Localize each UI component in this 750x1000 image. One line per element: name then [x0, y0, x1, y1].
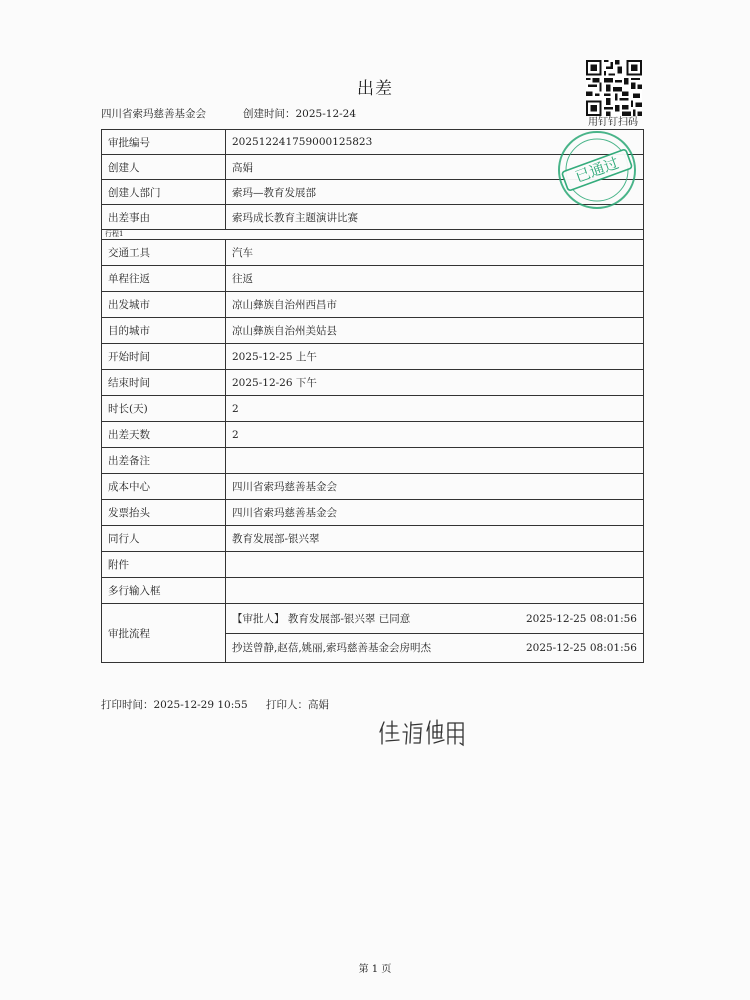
table-row — [102, 396, 644, 422]
table-row — [102, 526, 644, 552]
row-label: 审批编号 — [102, 130, 226, 155]
row-label: 结束时间 — [102, 370, 226, 396]
table-row — [102, 422, 644, 448]
qr-code-icon — [586, 60, 642, 116]
row-value: 2025-12-25 上午 — [226, 344, 644, 370]
approval-step — [226, 605, 643, 633]
row-value: 2 — [226, 422, 644, 448]
row-label: 出差事由 — [102, 205, 226, 230]
row-value: 2025-12-26 下午 — [226, 370, 644, 396]
row-value: 教育发展部-银兴翠 — [226, 526, 644, 552]
table-row — [102, 344, 644, 370]
row-label: 多行输入框 — [102, 578, 226, 604]
approved-stamp-icon — [555, 128, 639, 212]
row-value: 凉山彝族自治州西昌市 — [226, 292, 644, 318]
row-label: 出发城市 — [102, 292, 226, 318]
row-label: 目的城市 — [102, 318, 226, 344]
row-label: 同行人 — [102, 526, 226, 552]
approval-step — [226, 633, 643, 662]
table-row — [102, 266, 644, 292]
row-label: 交通工具 — [102, 240, 226, 266]
approval-step-time: 2025-12-25 08:01:56 — [525, 612, 637, 625]
table-row — [102, 370, 644, 396]
row-label: 创建人部门 — [102, 180, 226, 205]
qr-caption: 用钉钉扫码 — [588, 117, 638, 128]
row-value: 索玛成长教育主题演讲比赛 — [226, 205, 644, 230]
page-number: 第 1 页 — [358, 964, 392, 975]
row-value: 汽车 — [226, 240, 644, 266]
row-label: 出差天数 — [102, 422, 226, 448]
row-label: 附件 — [102, 552, 226, 578]
table-row — [102, 240, 644, 266]
printer-name: 打印人：高娟 — [266, 699, 329, 711]
approval-flow-row — [102, 604, 644, 663]
row-label: 审批流程 — [102, 604, 226, 663]
table-row — [102, 318, 644, 344]
created-label: 创建时间： — [243, 108, 296, 120]
section-label: 行程1 — [102, 230, 644, 240]
row-label: 开始时间 — [102, 344, 226, 370]
row-value: 四川省索玛慈善基金会 — [226, 500, 644, 526]
row-value: 202512241759000125823 — [226, 130, 644, 155]
row-value: 往返 — [226, 266, 644, 292]
approval-step-text: 抄送曾静,赵蓓,姚丽,索玛慈善基金会房明杰 — [232, 642, 432, 654]
created-time — [243, 106, 356, 121]
row-label: 创建人 — [102, 155, 226, 180]
created-date: 2025-12-24 — [295, 108, 357, 120]
print-time: 打印时间：2025-12-29 10:55 — [101, 699, 248, 711]
table-row — [102, 578, 644, 604]
row-value: 索玛—教育发展部 — [226, 180, 644, 205]
row-value: 2 — [226, 396, 644, 422]
row-value — [226, 578, 644, 604]
row-value: 四川省索玛慈善基金会 — [226, 474, 644, 500]
row-label: 时长(天) — [102, 396, 226, 422]
section-header-row — [102, 230, 644, 240]
table-row — [102, 500, 644, 526]
organization-name: 四川省索玛慈善基金会 — [101, 108, 206, 120]
row-label: 单程往返 — [102, 266, 226, 292]
approval-flow-cell — [226, 604, 644, 663]
approval-step-time: 2025-12-25 08:01:56 — [525, 641, 637, 654]
table-row — [102, 552, 644, 578]
table-row — [102, 292, 644, 318]
approval-step-text: 【审批人】 教育发展部-银兴翠 已同意 — [232, 613, 411, 625]
table-row — [102, 474, 644, 500]
row-value — [226, 552, 644, 578]
page-title: 出差 — [357, 79, 393, 99]
table-row — [102, 448, 644, 474]
row-value — [226, 448, 644, 474]
row-value: 高娟 — [226, 155, 644, 180]
row-label: 出差备注 — [102, 448, 226, 474]
row-label: 发票抬头 — [102, 500, 226, 526]
stamp-text: 已通过 — [572, 153, 622, 187]
handwritten-note-icon — [378, 716, 468, 750]
row-value: 凉山彝族自治州美姑县 — [226, 318, 644, 344]
row-label: 成本中心 — [102, 474, 226, 500]
